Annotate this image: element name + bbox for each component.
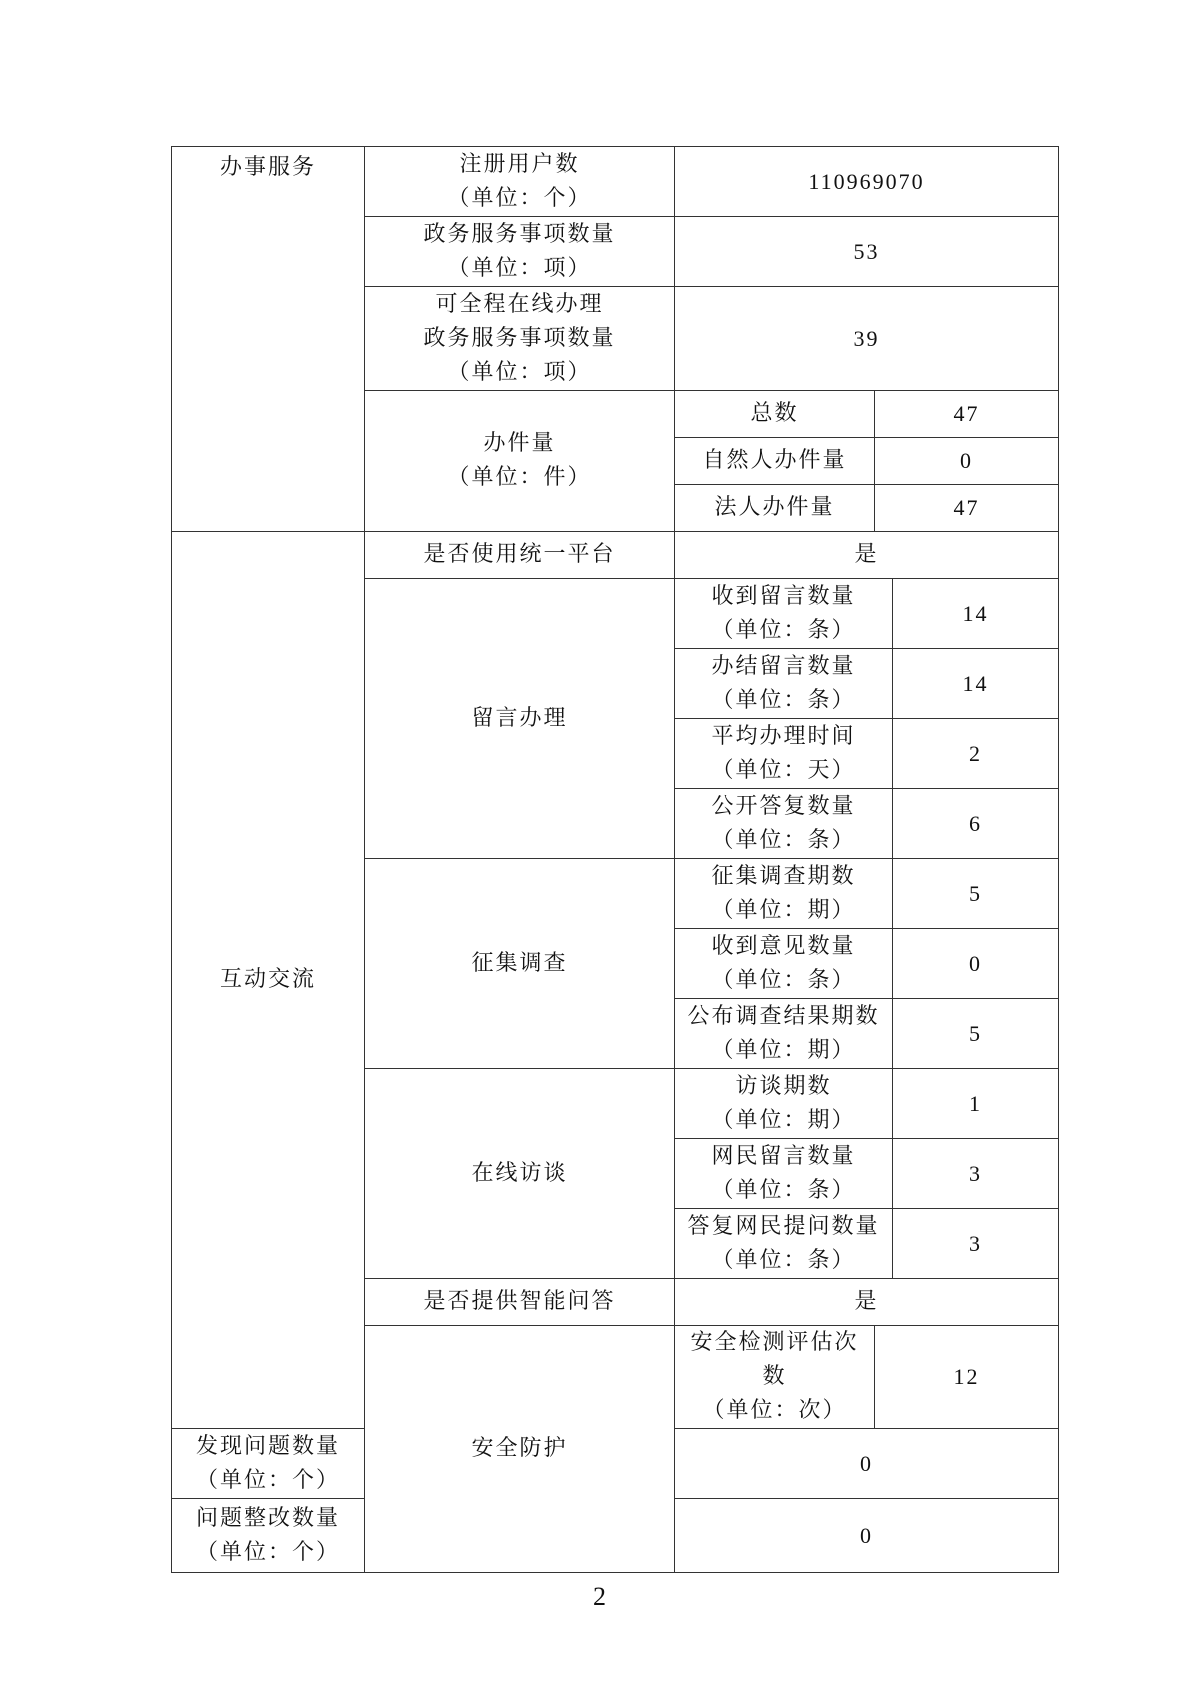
messages-avg-time-label: 平均办理时间 （单位：天） — [675, 719, 893, 789]
interview-netizen-msgs-value: 3 — [893, 1139, 1059, 1209]
smart-qa-label: 是否提供智能问答 — [365, 1279, 675, 1326]
interview-answered-label: 答复网民提问数量 （单位：条） — [675, 1209, 893, 1279]
cases-legal-label: 法人办件量 — [675, 485, 875, 532]
table-row — [172, 532, 1059, 579]
survey-results-value: 5 — [893, 999, 1059, 1069]
cases-natural-label: 自然人办件量 — [675, 438, 875, 485]
assessments-label: 安全检测评估次数 （单位：次） — [675, 1326, 875, 1429]
assessments-value: 12 — [875, 1326, 1059, 1429]
section-service: 办事服务 — [172, 147, 365, 532]
interview-answered-value: 3 — [893, 1209, 1059, 1279]
survey-periods-value: 5 — [893, 859, 1059, 929]
table-row — [172, 147, 1059, 217]
survey-label: 征集调查 — [365, 859, 675, 1069]
cases-total-label: 总数 — [675, 391, 875, 438]
issues-fixed-value: 0 — [675, 1499, 1059, 1573]
survey-results-label: 公布调查结果期数 （单位：期） — [675, 999, 893, 1069]
section-security: 安全防护 — [365, 1326, 675, 1573]
messages-public-replies-label: 公开答复数量 （单位：条） — [675, 789, 893, 859]
messages-label: 留言办理 — [365, 579, 675, 859]
interview-periods-value: 1 — [893, 1069, 1059, 1139]
service-items-label: 政务服务事项数量 （单位：项） — [365, 217, 675, 287]
unified-platform-label: 是否使用统一平台 — [365, 532, 675, 579]
service-items-value: 53 — [675, 217, 1059, 287]
interview-periods-label: 访谈期数 （单位：期） — [675, 1069, 893, 1139]
cases-legal-value: 47 — [875, 485, 1059, 532]
statistics-table — [171, 146, 1059, 1573]
issues-found-label: 发现问题数量 （单位：个） — [172, 1429, 365, 1499]
messages-public-replies-value: 6 — [893, 789, 1059, 859]
survey-opinions-label: 收到意见数量 （单位：条） — [675, 929, 893, 999]
cases-total-value: 47 — [875, 391, 1059, 438]
registered-users-label: 注册用户数 （单位：个） — [365, 147, 675, 217]
messages-received-label: 收到留言数量 （单位：条） — [675, 579, 893, 649]
cases-natural-value: 0 — [875, 438, 1059, 485]
survey-opinions-value: 0 — [893, 929, 1059, 999]
messages-completed-value: 14 — [893, 649, 1059, 719]
page-number: 2 — [593, 1582, 606, 1611]
issues-found-value: 0 — [675, 1429, 1059, 1499]
cases-label: 办件量 （单位：件） — [365, 391, 675, 532]
interview-netizen-msgs-label: 网民留言数量 （单位：条） — [675, 1139, 893, 1209]
smart-qa-value: 是 — [675, 1279, 1059, 1326]
messages-avg-time-value: 2 — [893, 719, 1059, 789]
issues-fixed-label: 问题整改数量 （单位：个） — [172, 1499, 365, 1573]
unified-platform-value: 是 — [675, 532, 1059, 579]
survey-periods-label: 征集调查期数 （单位：期） — [675, 859, 893, 929]
online-items-label: 可全程在线办理 政务服务事项数量 （单位：项） — [365, 287, 675, 391]
messages-completed-label: 办结留言数量 （单位：条） — [675, 649, 893, 719]
interview-label: 在线访谈 — [365, 1069, 675, 1279]
online-items-value: 39 — [675, 287, 1059, 391]
messages-received-value: 14 — [893, 579, 1059, 649]
registered-users-value: 110969070 — [675, 147, 1059, 217]
section-interaction: 互动交流 — [172, 532, 365, 1429]
